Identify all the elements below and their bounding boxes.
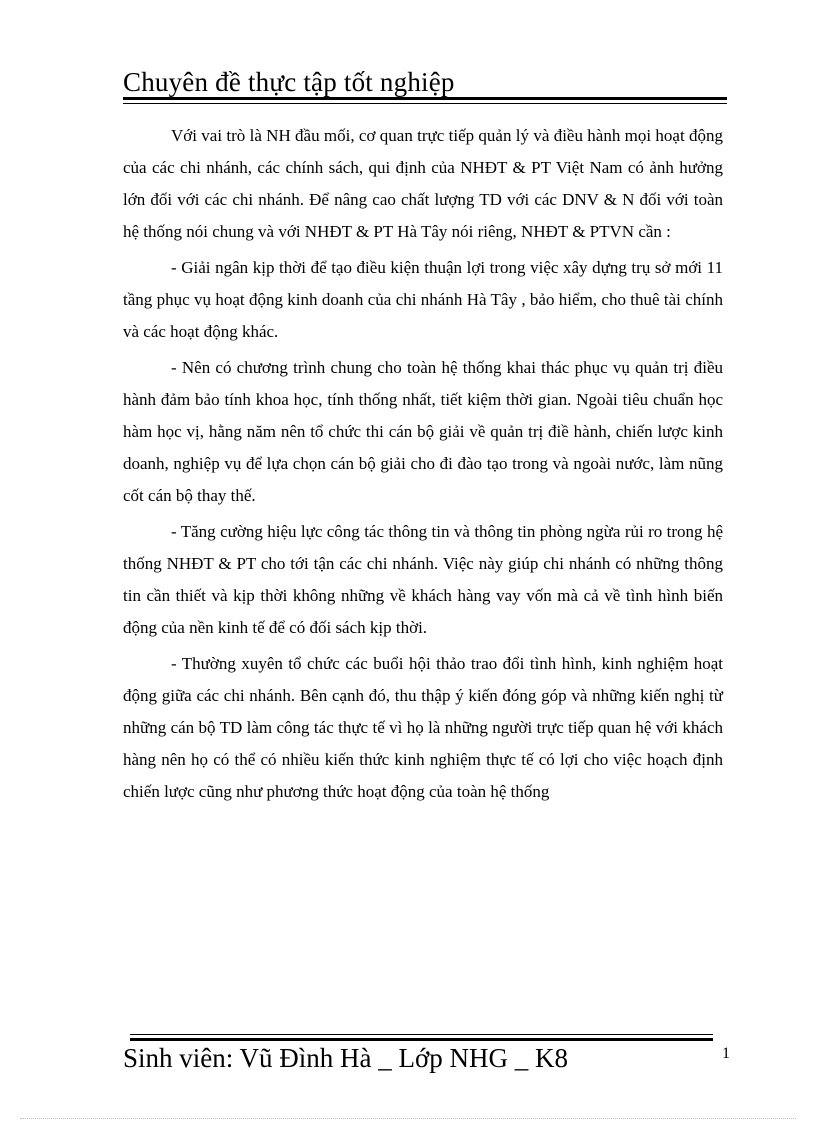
header-rule-thick xyxy=(123,97,727,100)
footer-student-info: Sinh viên: Vũ Đình Hà _ Lớp NHG _ K8 xyxy=(123,1043,569,1073)
page-number: 1 xyxy=(722,1045,730,1062)
page-bottom-edge xyxy=(20,1118,796,1119)
paragraph-management-program: - Nên có chương trình chung cho toàn hệ thống khai thác phục vụ quản trị điều hành đảm bảo tính khoa học, tính thống nhất, tiết kiệm thời gian. Ngoài tiêu chuẩn học hàm học vị, hằng năm nên tổ chức thi cán bộ giải về quản trị điề hành, chiến lược kinh doanh, nghiệp vụ để lựa chọn cán bộ giải cho đi đào tạo trong và ngoài nước, làm nũng cốt cán bộ thay thế. xyxy=(123,358,723,505)
document-body xyxy=(123,120,723,812)
paragraph-workshops: - Thường xuyên tổ chức các buổi hội thảo trao đổi tình hình, kinh nghiệm hoạt động giữa các chi nhánh. Bên cạnh đó, thu thập ý kiến đóng góp và những kiến nghị từ những cán bộ TD làm công tác thực tế vì họ là những người trực tiếp quan hệ với khách hàng nên họ có thể có nhiều kiến thức kinh nghiệm thực tế có lợi cho việc hoạch định chiến lược cũng như phương thức hoạt động của toàn hệ thống xyxy=(123,654,723,801)
paragraph-risk-information: - Tăng cường hiệu lực công tác thông tin và thông tin phòng ngừa rủi ro trong hệ thống NHĐT & PT cho tới tận các chi nhánh. Việc này giúp chi nhánh có những thông tin cần thiết và kịp thời không những về khách hàng vay vốn mà cả về tình hình biến động của nền kinh tế để có đối sách kịp thời. xyxy=(123,522,723,637)
page-header-title: Chuyên đề thực tập tốt nghiệp xyxy=(123,67,455,97)
header-rule-thin xyxy=(123,103,727,104)
paragraph-disbursement: - Giải ngân kịp thời để tạo điều kiện thuận lợi trong việc xây dựng trụ sở mới 11 tầng phục vụ hoạt động kinh doanh của chi nhánh Hà Tây , bảo hiểm, cho thuê tài chính và các hoạt động khác. xyxy=(123,258,723,341)
paragraph-intro: Với vai trò là NH đầu mối, cơ quan trực tiếp quản lý và điều hành mọi hoạt động của các chi nhánh, các chính sách, qui định của NHĐT & PT Việt Nam có ảnh hưởng lớn đối với các chi nhánh. Để nâng cao chất lượng TD với các DNV & N đối với toàn hệ thống nói chung và với NHĐT & PT Hà Tây nói riêng, NHĐT & PTVN cần : xyxy=(123,126,723,241)
footer-rule-thin xyxy=(130,1034,713,1035)
